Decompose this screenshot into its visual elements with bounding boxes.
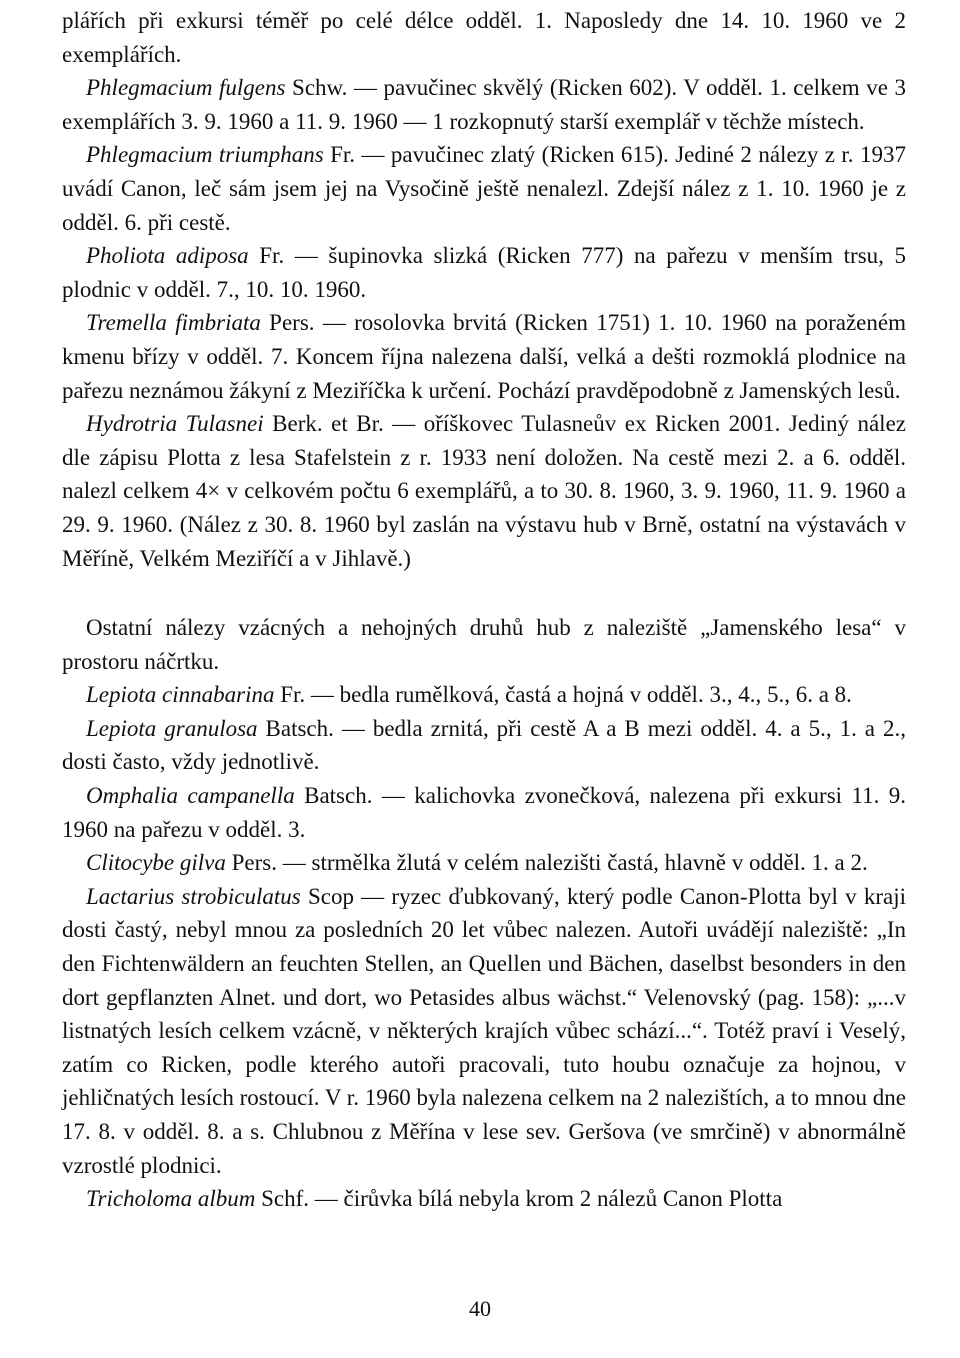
- species-name: Tricholoma album: [86, 1186, 256, 1212]
- paragraph-8: [62, 779, 906, 846]
- species-name: Tremella fimbriata: [86, 310, 261, 336]
- intro-paragraph: Ostatní nálezy vzácných a nehojných druhů hub z naleziště „Jamenského lesa“ v prostoru náčrtku.: [62, 615, 906, 674]
- species-name: Phlegmacium triumphans: [86, 142, 324, 168]
- paragraph-0: [62, 4, 906, 71]
- paragraph-text: Fr. — pavučinec zlatý (Ricken 615). Jediné 2 nálezy z r. 1937 uvádí Canon, leč sám jsem jej na Vysočině ještě nenalezl. Zdejší nález z 1. 10. 1960 je z odděl. 6. při cestě.: [62, 142, 906, 235]
- paragraph-text: Schf. — čirůvka bílá nebyla krom 2 nálezů Canon Plotta: [255, 1186, 783, 1212]
- paragraph-text: Pers. — rosolovka brvitá (Ricken 1751) 1. 10. 1960 na poraženém kmenu břízy v odděl. 7. Koncem října nalezena další, velká a dešti rozmoklá plodnice na pařezu neznámou žákyní z Meziříčka k určení. Pochází pravděpodobně z Jamenských lesů.: [62, 310, 906, 403]
- page-number: 40: [469, 1296, 491, 1321]
- document-body: [62, 4, 906, 1216]
- species-name: Phlegmacium fulgens: [86, 75, 286, 101]
- paragraph-text: Batsch. — bedla zrnitá, při cestě A a B mezi odděl. 4. a 5., 1. a 2., dosti často, vždy jednotlivě.: [62, 715, 906, 775]
- species-name: Hydrotria Tulasnei: [86, 411, 264, 437]
- paragraph-text: Fr. — bedla rumělková, častá a hojná v odděl. 3., 4., 5., 6. a 8.: [274, 682, 852, 708]
- paragraph-3: [62, 239, 906, 306]
- species-name: Lepiota granulosa: [86, 715, 258, 741]
- paragraph-1: [62, 71, 906, 138]
- species-name: Lepiota cinnabarina: [86, 682, 275, 708]
- species-name: Clitocybe gilva: [86, 850, 226, 876]
- species-name: Lactarius strobiculatus: [86, 883, 301, 909]
- paragraph-7: [62, 712, 906, 779]
- paragraph-text: Pers. — strmělka žlutá v celém nalezišti častá, hlavně v odděl. 1. a 2.: [225, 850, 868, 876]
- paragraph-9: [62, 846, 906, 880]
- paragraph-6: [62, 678, 906, 712]
- paragraph-10: [62, 880, 906, 1182]
- section-gap: [62, 575, 906, 611]
- paragraph-text: Batsch. — kalichovka zvonečková, nalezena při exkursi 11. 9. 1960 na pařezu v odděl. 3.: [62, 783, 906, 842]
- paragraph-5: [62, 407, 906, 575]
- paragraph-4: [62, 306, 906, 407]
- paragraph-text: plářích při exkursi téměř po celé délce odděl. 1. Naposledy dne 14. 10. 1960 ve 2 exemplářích.: [62, 8, 906, 67]
- paragraph-2: [62, 138, 906, 239]
- paragraph-text: Fr. — šupinovka slizká (Ricken 777) na pařezu v menším trsu, 5 plodnic v odděl. 7., 10. 10. 1960.: [62, 243, 907, 302]
- paragraph-text: Scop — ryzec ďubkovaný, který podle Canon-Plotta byl v kraji dosti častý, nebyl mnou za posledních 20 let vůbec nalezen. Autoři uvádějí naleziště: „In den Fichtenwäldern an feuchten Stellen, an Quellen und Bächen, daselbst besonders in den dort gepflanzten Alnet. und dort, wo Petasides albus wächst.“ Velenovský (pag. 158): „...v listnatých lesích celkem vzácně, v některých krajích vůbec schází...“. Totéž praví i Veselý, zatím co Ricken, podle kterého autoři pracovali, tuto houbu označuje za hojnou, v jehličnatých lesích rostoucí. V r. 1960 byla nalezena celkem na 2 nalezištích, a to mnou dne 17. 8. v odděl. 8. a s. Chlubnou z Měřína v lese sev. Geršova (ve smrčině) v abnormálně vzrostlé plodnici.: [62, 883, 907, 1178]
- paragraph-text: Berk. et Br. — oříškovec Tulasneův ex Ricken 2001. Jediný nález dle zápisu Plotta z lesa Stafelstein z r. 1933 není doložen. Na cestě mezi 2. a 6. odděl. nalezl celkem 4× v celkovém počtu 6 exemplářů, a to 30. 8. 1960, 3. 9. 1960, 11. 9. 1960 a 29. 9. 1960. (Nález z 30. 8. 1960 byl zaslán na výstavu hub v Brně, ostatní na výstavách v Měříně, Velkém Meziříčí a v Jihlavě.): [62, 411, 906, 571]
- paragraph-text: Schw. — pavučinec skvělý (Ricken 602). V odděl. 1. celkem ve 3 exemplářích 3. 9. 1960 a 11. 9. 1960 — 1 rozkopnutý starší exemplář v těchže místech.: [62, 75, 906, 134]
- species-name: Pholiota adiposa: [86, 243, 249, 269]
- paragraph-11: [62, 1182, 906, 1216]
- species-name: Omphalia campanella: [86, 783, 295, 809]
